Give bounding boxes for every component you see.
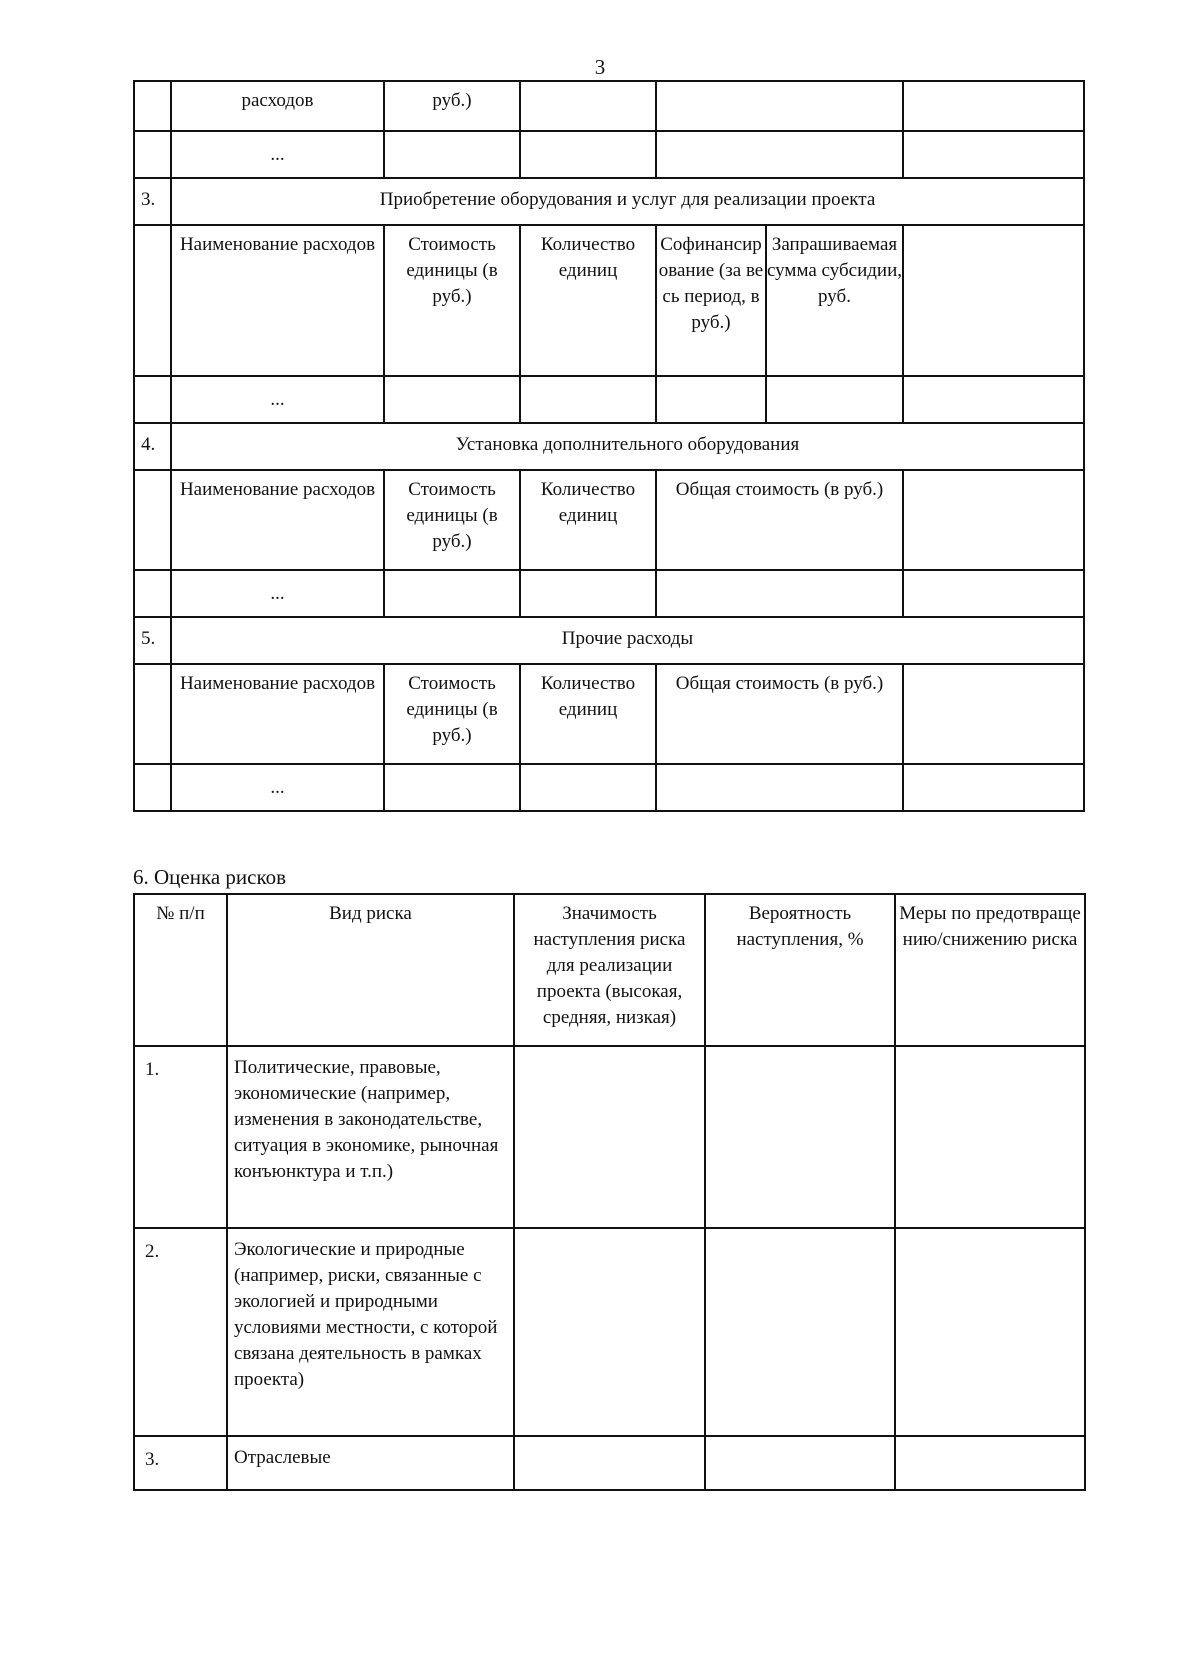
header-row [134, 225, 1084, 376]
header-cofinancing: Софинансирование (за весь период, в руб.) [656, 225, 766, 376]
section-number: 4. [134, 423, 171, 470]
risk-table [133, 893, 1086, 1491]
section-row [134, 178, 1084, 225]
ellipsis-cell: ... [171, 570, 384, 617]
risk-number: 3. [134, 1436, 227, 1490]
header-name: Наименование расходов [171, 664, 384, 764]
header-name: Наименование расходов [171, 225, 384, 376]
section-title: Установка дополнительного оборудования [171, 423, 1084, 470]
risk-number: 1. [134, 1046, 227, 1228]
risk-number: 2. [134, 1228, 227, 1436]
ellipsis-cell: ... [171, 376, 384, 423]
header-name: Наименование расходов [171, 470, 384, 570]
table-row [134, 1228, 1085, 1436]
header-unit-cost: Стоимость единицы (в руб.) [384, 470, 520, 570]
cell-name: расходов [171, 81, 384, 131]
section-title: Прочие расходы [171, 617, 1084, 664]
cell-unit-cost: руб.) [384, 81, 520, 131]
header-quantity: Количество единиц [520, 664, 656, 764]
header-probability: Вероятность наступления, % [705, 894, 895, 1046]
header-significance: Значимость наступления риска для реализации проекта (высокая, средняя, низкая) [514, 894, 705, 1046]
budget-table [133, 80, 1085, 812]
section-row [134, 423, 1084, 470]
section-row [134, 617, 1084, 664]
section-number: 5. [134, 617, 171, 664]
section-number: 3. [134, 178, 171, 225]
header-total: Общая стоимость (в руб.) [656, 470, 903, 570]
header-row [134, 894, 1085, 1046]
header-num: № п/п [134, 894, 227, 1046]
header-total: Общая стоимость (в руб.) [656, 664, 903, 764]
table-row [134, 131, 1084, 178]
header-measures: Меры по предотвращению/снижению риска [895, 894, 1085, 1046]
table-row [134, 376, 1084, 423]
table-row [134, 1046, 1085, 1228]
header-quantity: Количество единиц [520, 225, 656, 376]
ellipsis-cell: ... [171, 131, 384, 178]
table-row [134, 1436, 1085, 1490]
header-requested: Запрашиваемая сумма субсидии, руб. [766, 225, 903, 376]
ellipsis-cell: ... [171, 764, 384, 811]
table-row [134, 81, 1084, 131]
risk-type: Отраслевые [227, 1436, 514, 1490]
header-unit-cost: Стоимость единицы (в руб.) [384, 225, 520, 376]
table-row [134, 570, 1084, 617]
header-quantity: Количество единиц [520, 470, 656, 570]
risk-section-title: 6. Оценка рисков [133, 865, 287, 889]
header-risk-type: Вид риска [227, 894, 514, 1046]
risk-type: Политические, правовые, экономические (например, изменения в законодательстве, ситуация в экономике, рыночная конъюнктура и т.п.) [227, 1046, 514, 1228]
table-row [134, 764, 1084, 811]
section-title: Приобретение оборудования и услуг для реализации проекта [171, 178, 1084, 225]
header-unit-cost: Стоимость единицы (в руб.) [384, 664, 520, 764]
risk-type: Экологические и природные (например, риски, связанные с экологией и природными условиями местности, с которой связана деятельность в рамках проекта) [227, 1228, 514, 1436]
header-row [134, 470, 1084, 570]
header-row [134, 664, 1084, 764]
page-number: 3 [594, 55, 606, 79]
